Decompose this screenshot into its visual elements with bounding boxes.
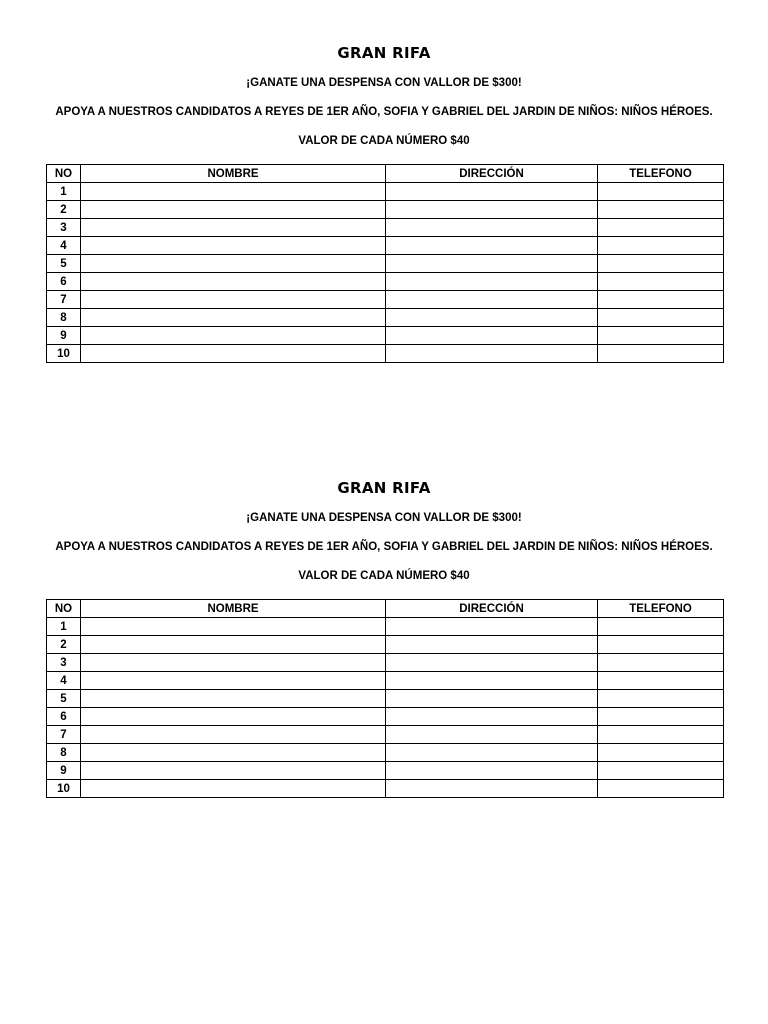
- support-line: APOYA A NUESTROS CANDIDATOS A REYES DE 1ER AÑO, SOFIA Y GABRIEL DEL JARDIN DE NIÑOS: NIÑOS HÉROES.: [55, 541, 713, 553]
- raffle-table: [46, 164, 724, 363]
- row-number: 6: [47, 708, 81, 726]
- row-number: 3: [47, 219, 81, 237]
- table-row: [47, 780, 724, 798]
- nombre-cell[interactable]: [81, 744, 386, 762]
- direccion-cell[interactable]: [386, 618, 598, 636]
- table-row: [47, 672, 724, 690]
- nombre-cell[interactable]: [81, 780, 386, 798]
- telefono-cell[interactable]: [598, 672, 724, 690]
- table-row: [47, 762, 724, 780]
- table-row: [47, 690, 724, 708]
- telefono-cell[interactable]: [598, 255, 724, 273]
- table-row: [47, 345, 724, 363]
- row-number: 7: [47, 291, 81, 309]
- telefono-cell[interactable]: [598, 726, 724, 744]
- direccion-cell[interactable]: [386, 636, 598, 654]
- support-line: APOYA A NUESTROS CANDIDATOS A REYES DE 1ER AÑO, SOFIA Y GABRIEL DEL JARDIN DE NIÑOS: NIÑOS HÉROES.: [55, 106, 713, 118]
- direccion-cell[interactable]: [386, 237, 598, 255]
- telefono-cell[interactable]: [598, 219, 724, 237]
- column-header-direccion: DIRECCIÓN: [386, 600, 598, 618]
- prize-line: ¡GANATE UNA DESPENSA CON VALLOR DE $300!: [246, 512, 522, 524]
- table-row: [47, 636, 724, 654]
- row-number: 2: [47, 636, 81, 654]
- telefono-cell[interactable]: [598, 708, 724, 726]
- column-header-direccion: DIRECCIÓN: [386, 165, 598, 183]
- direccion-cell[interactable]: [386, 708, 598, 726]
- direccion-cell[interactable]: [386, 219, 598, 237]
- nombre-cell[interactable]: [81, 273, 386, 291]
- direccion-cell[interactable]: [386, 255, 598, 273]
- nombre-cell[interactable]: [81, 255, 386, 273]
- table-row: [47, 726, 724, 744]
- row-number: 3: [47, 654, 81, 672]
- telefono-cell[interactable]: [598, 690, 724, 708]
- column-header-nombre: NOMBRE: [81, 165, 386, 183]
- table-row: [47, 219, 724, 237]
- telefono-cell[interactable]: [598, 618, 724, 636]
- raffle-title: GRAN RIFA: [337, 44, 431, 62]
- row-number: 10: [47, 345, 81, 363]
- nombre-cell[interactable]: [81, 708, 386, 726]
- table-row: [47, 744, 724, 762]
- nombre-cell[interactable]: [81, 690, 386, 708]
- direccion-cell[interactable]: [386, 690, 598, 708]
- direccion-cell[interactable]: [386, 762, 598, 780]
- direccion-cell[interactable]: [386, 726, 598, 744]
- nombre-cell[interactable]: [81, 672, 386, 690]
- direccion-cell[interactable]: [386, 672, 598, 690]
- table-row: [47, 654, 724, 672]
- telefono-cell[interactable]: [598, 309, 724, 327]
- nombre-cell[interactable]: [81, 345, 386, 363]
- nombre-cell[interactable]: [81, 636, 386, 654]
- nombre-cell[interactable]: [81, 762, 386, 780]
- telefono-cell[interactable]: [598, 654, 724, 672]
- nombre-cell[interactable]: [81, 291, 386, 309]
- direccion-cell[interactable]: [386, 327, 598, 345]
- column-header-no: NO: [47, 600, 81, 618]
- row-number: 9: [47, 762, 81, 780]
- telefono-cell[interactable]: [598, 636, 724, 654]
- row-number: 9: [47, 327, 81, 345]
- price-line: VALOR DE CADA NÚMERO $40: [298, 135, 470, 147]
- table-row: [47, 309, 724, 327]
- nombre-cell[interactable]: [81, 327, 386, 345]
- telefono-cell[interactable]: [598, 744, 724, 762]
- raffle-table: [46, 599, 724, 798]
- telefono-cell[interactable]: [598, 291, 724, 309]
- telefono-cell[interactable]: [598, 183, 724, 201]
- telefono-cell[interactable]: [598, 273, 724, 291]
- row-number: 1: [47, 618, 81, 636]
- table-row: [47, 237, 724, 255]
- row-number: 1: [47, 183, 81, 201]
- row-number: 5: [47, 690, 81, 708]
- table-row: [47, 327, 724, 345]
- table-row: [47, 183, 724, 201]
- nombre-cell[interactable]: [81, 309, 386, 327]
- direccion-cell[interactable]: [386, 273, 598, 291]
- nombre-cell[interactable]: [81, 654, 386, 672]
- row-number: 5: [47, 255, 81, 273]
- telefono-cell[interactable]: [598, 237, 724, 255]
- direccion-cell[interactable]: [386, 183, 598, 201]
- row-number: 4: [47, 237, 81, 255]
- telefono-cell[interactable]: [598, 327, 724, 345]
- prize-line: ¡GANATE UNA DESPENSA CON VALLOR DE $300!: [246, 77, 522, 89]
- column-header-telefono: TELEFONO: [598, 165, 724, 183]
- nombre-cell[interactable]: [81, 183, 386, 201]
- row-number: 8: [47, 744, 81, 762]
- direccion-cell[interactable]: [386, 291, 598, 309]
- telefono-cell[interactable]: [598, 201, 724, 219]
- telefono-cell[interactable]: [598, 345, 724, 363]
- column-header-nombre: NOMBRE: [81, 600, 386, 618]
- table-row: [47, 201, 724, 219]
- nombre-cell[interactable]: [81, 219, 386, 237]
- nombre-cell[interactable]: [81, 618, 386, 636]
- nombre-cell[interactable]: [81, 201, 386, 219]
- direccion-cell[interactable]: [386, 309, 598, 327]
- price-line: VALOR DE CADA NÚMERO $40: [298, 570, 470, 582]
- direccion-cell[interactable]: [386, 780, 598, 798]
- telefono-cell[interactable]: [598, 780, 724, 798]
- direccion-cell[interactable]: [386, 345, 598, 363]
- table-row: [47, 618, 724, 636]
- row-number: 4: [47, 672, 81, 690]
- column-header-no: NO: [47, 165, 81, 183]
- table-header-row: [47, 165, 724, 183]
- direccion-cell[interactable]: [386, 201, 598, 219]
- table-row: [47, 273, 724, 291]
- row-number: 10: [47, 780, 81, 798]
- telefono-cell[interactable]: [598, 762, 724, 780]
- column-header-telefono: TELEFONO: [598, 600, 724, 618]
- table-row: [47, 708, 724, 726]
- nombre-cell[interactable]: [81, 237, 386, 255]
- raffle-title: GRAN RIFA: [337, 479, 431, 497]
- table-row: [47, 291, 724, 309]
- row-number: 2: [47, 201, 81, 219]
- nombre-cell[interactable]: [81, 726, 386, 744]
- direccion-cell[interactable]: [386, 654, 598, 672]
- row-number: 6: [47, 273, 81, 291]
- row-number: 7: [47, 726, 81, 744]
- table-row: [47, 255, 724, 273]
- table-header-row: [47, 600, 724, 618]
- row-number: 8: [47, 309, 81, 327]
- direccion-cell[interactable]: [386, 744, 598, 762]
